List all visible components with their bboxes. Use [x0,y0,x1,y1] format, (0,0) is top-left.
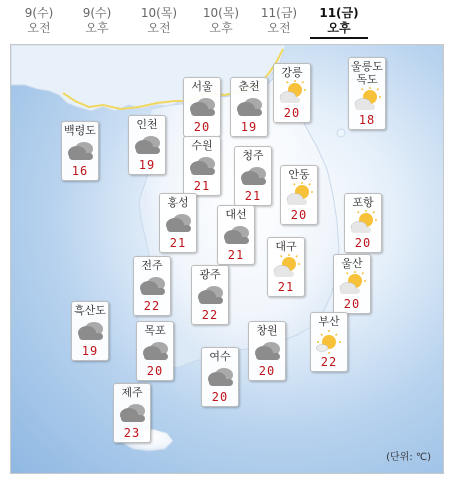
city-card-ulleungdo-dokdo[interactable] [348,57,386,130]
tab-date: 10(목) [140,6,178,20]
partly-cloudy-icon [282,182,316,208]
tab-period: 오후 [85,21,109,35]
city-temperature: 20 [193,120,211,134]
partly-cloudy-icon [269,254,303,280]
city-temperature: 23 [123,426,141,440]
city-card-chuncheon[interactable] [230,77,268,137]
tab-date: 10(목) [202,6,240,20]
city-card-ulsan[interactable] [333,254,371,314]
partly-cloudy-icon [350,87,384,113]
unit-label: (단위: ℃) [386,452,431,463]
city-name: 홍성 [167,196,189,209]
city-name: 광주 [199,268,221,281]
city-name: 대구 [275,240,297,253]
tab-9-am[interactable] [10,6,68,36]
city-name: 춘천 [238,80,260,93]
city-name: 울릉도 독도 [351,60,383,86]
partly-cloudy-icon [275,80,309,106]
city-temperature: 21 [244,189,262,203]
city-temperature: 20 [211,390,229,404]
city-card-jeonju[interactable] [133,256,171,316]
city-name: 울산 [341,257,363,270]
cloudy-icon [203,364,237,390]
city-temperature: 20 [283,106,301,120]
city-temperature: 21 [277,280,295,294]
city-temperature: 21 [227,248,245,262]
city-temperature: 19 [138,158,156,172]
cloudy-icon [185,153,219,179]
city-temperature: 16 [71,164,89,178]
city-temperature: 18 [358,113,376,127]
city-card-incheon[interactable] [128,115,166,175]
city-temperature: 19 [240,120,258,134]
city-card-andong[interactable] [280,165,318,225]
city-name: 수원 [191,139,213,152]
tab-date: 9(수) [82,6,112,20]
cloudy-icon [193,282,227,308]
city-card-baengnyeongdo[interactable] [61,121,99,181]
city-name: 강릉 [281,66,303,79]
city-name: 제주 [121,386,143,399]
tab-date: 11(금) [260,6,298,20]
city-name: 서울 [191,80,213,93]
city-card-suwon[interactable] [183,136,221,196]
city-card-yeosu[interactable] [201,347,239,407]
partly-cloudy-icon [335,271,369,297]
city-card-seoul[interactable] [183,77,221,137]
cloudy-icon [219,222,253,248]
ulleungdo-island [337,129,345,137]
cloudy-icon [161,210,195,236]
city-name: 여수 [209,350,231,363]
city-temperature: 22 [143,299,161,313]
tab-10-pm[interactable] [192,6,250,36]
city-card-mokpo[interactable] [136,321,174,381]
city-card-hongseong[interactable] [159,193,197,253]
city-temperature: 21 [193,179,211,193]
tab-period: 오후 [327,21,351,35]
cloudy-icon [250,338,284,364]
tab-9-pm[interactable] [68,6,126,36]
city-card-changwon[interactable] [248,321,286,381]
weather-map [10,44,444,474]
city-card-daegu[interactable] [267,237,305,297]
partly-cloudy-icon [346,210,380,236]
tab-period: 오전 [147,21,171,35]
city-card-heuksando[interactable] [71,301,109,361]
city-name: 목포 [144,324,166,337]
city-card-cheongju[interactable] [234,146,272,206]
city-name: 부산 [318,315,340,328]
city-temperature: 19 [81,344,99,358]
city-temperature: 20 [354,236,372,250]
tab-date: 9(수) [24,6,54,20]
city-name: 대선 [225,208,247,221]
cloudy-icon [236,163,270,189]
cloudy-icon [130,132,164,158]
city-temperature: 20 [343,297,361,311]
city-temperature: 20 [146,364,164,378]
cloudy-icon [232,94,266,120]
city-name: 청주 [242,149,264,162]
tab-date: 11(금) [319,6,359,20]
tab-period: 오전 [267,21,291,35]
city-name: 안동 [288,168,310,181]
tab-10-am[interactable] [130,6,188,36]
partly-sunny-icon [312,329,346,355]
city-temperature: 21 [169,236,187,250]
tab-period: 오후 [209,21,233,35]
cloudy-icon [115,400,149,426]
cloudy-icon [73,318,107,344]
city-name: 인천 [136,118,158,131]
city-card-gangneung[interactable] [273,63,311,123]
city-card-jeju[interactable] [113,383,151,443]
city-name: 전주 [141,259,163,272]
city-temperature: 20 [290,208,308,222]
tab-11-am[interactable] [250,6,308,36]
cloudy-icon [63,138,97,164]
time-period-tabs [10,6,445,42]
city-card-pohang[interactable] [344,193,382,253]
city-name: 흑산도 [74,304,106,317]
city-temperature: 22 [320,355,338,369]
cloudy-icon [185,94,219,120]
tab-11-pm[interactable] [310,6,368,39]
city-card-busan[interactable] [310,312,348,372]
city-card-gwangju[interactable] [191,265,229,325]
city-temperature: 22 [201,308,219,322]
cloudy-icon [135,273,169,299]
city-name: 백령도 [64,124,96,137]
tab-period: 오전 [27,21,51,35]
city-card-daeseon[interactable] [217,205,255,265]
cloudy-icon [138,338,172,364]
city-name: 창원 [256,324,278,337]
city-name: 포항 [352,196,374,209]
city-temperature: 20 [258,364,276,378]
